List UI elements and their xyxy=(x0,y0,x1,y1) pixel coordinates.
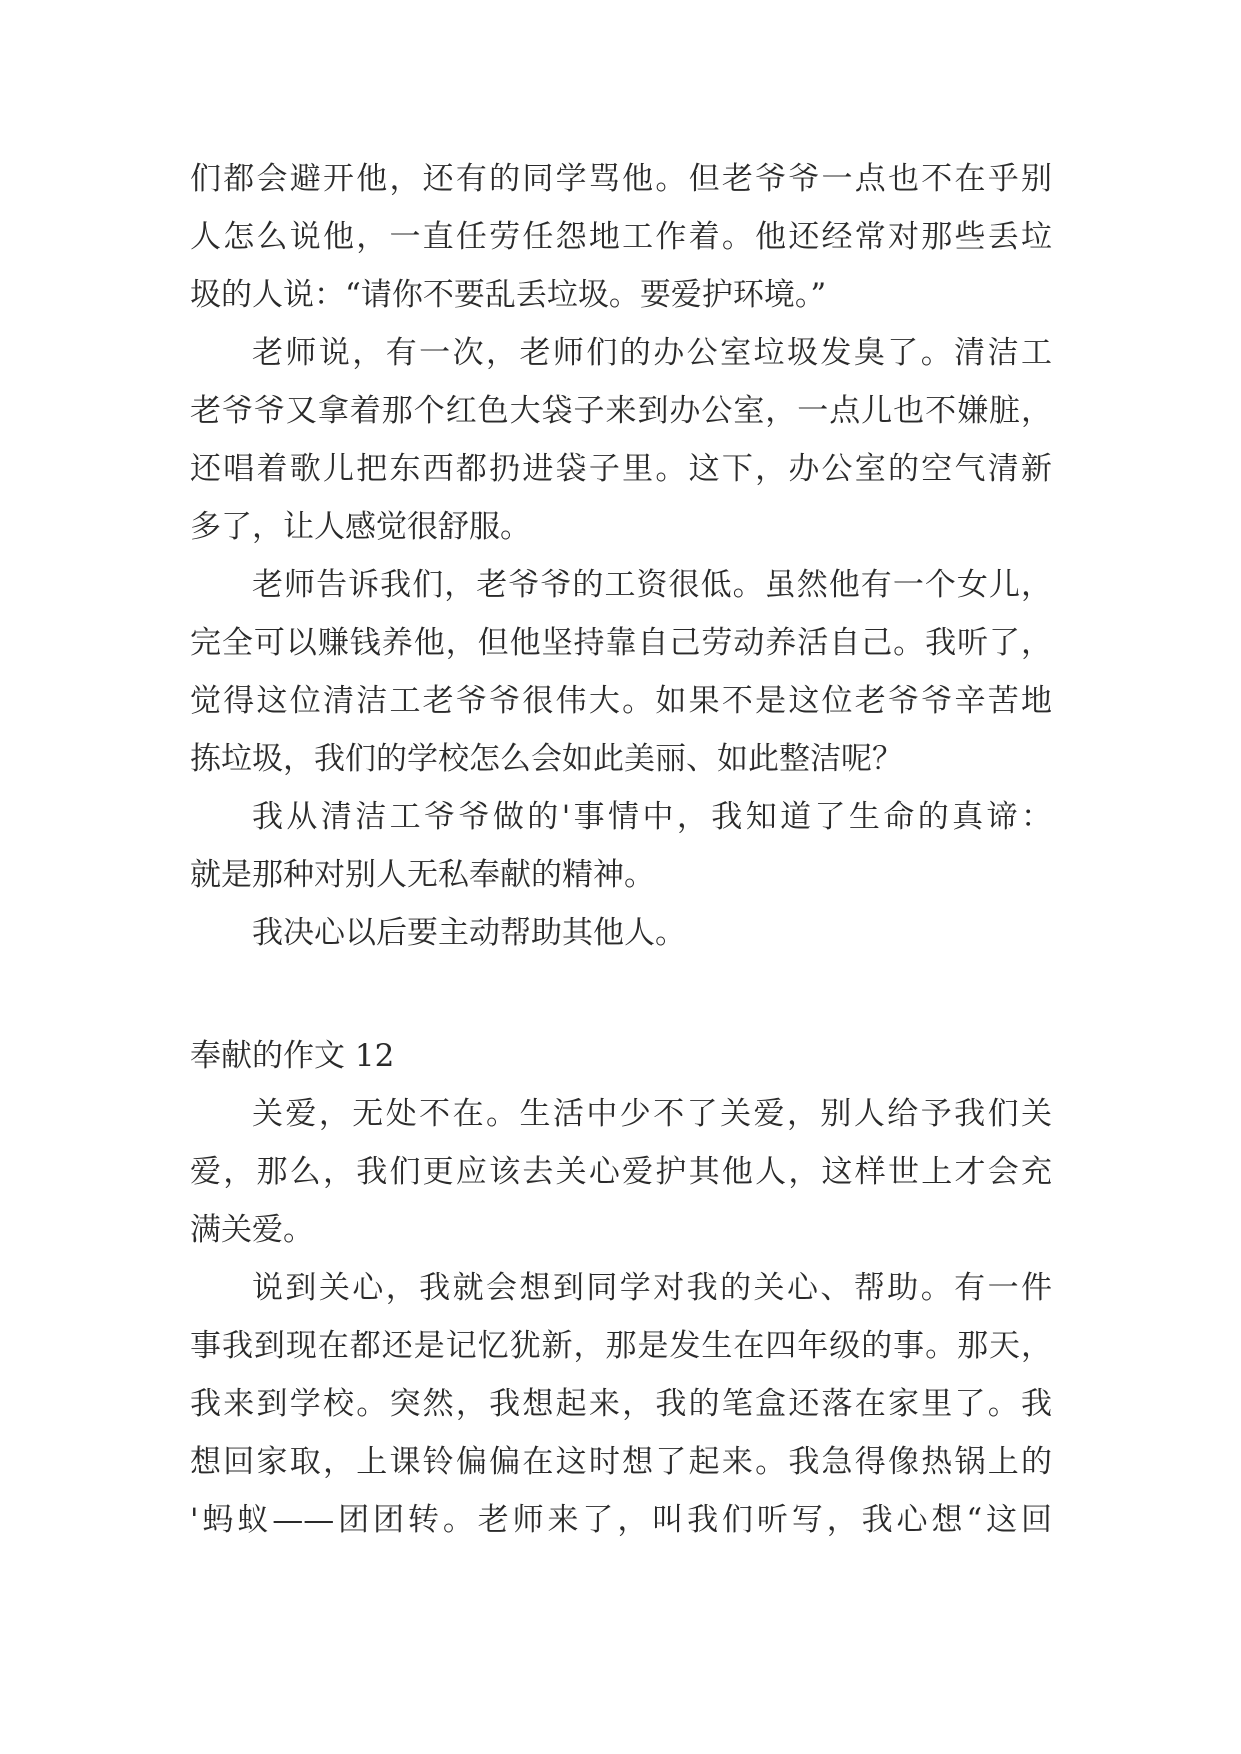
paragraph-line: 事我到现在都还是记忆犹新，那是发生在四年级的事。那天， xyxy=(190,1328,1052,1364)
paragraph-line: 关爱，无处不在。生活中少不了关爱，别人给予我们关 xyxy=(252,1096,1052,1132)
paragraph-line: 还唱着歌儿把东西都扔进袋子里。这下，办公室的空气清新 xyxy=(190,451,1052,487)
paragraph-line: 拣垃圾，我们的学校怎么会如此美丽、如此整洁呢？ xyxy=(190,741,903,777)
paragraph-line: 老爷爷又拿着那个红色大袋子来到办公室，一点儿也不嫌脏， xyxy=(190,393,1052,429)
essay-section-2 xyxy=(190,1085,1052,1549)
paragraph-line: 就是那种对别人无私奉献的精神。 xyxy=(190,857,655,893)
paragraph-line: 老师告诉我们，老爷爷的工资很低。虽然他有一个女儿， xyxy=(252,567,1052,603)
paragraph-line: 爱，那么，我们更应该去关心爱护其他人，这样世上才会充 xyxy=(190,1154,1052,1190)
paragraph-line: 多了，让人感觉很舒服。 xyxy=(190,509,531,545)
paragraph-line: 圾的人说：“请你不要乱丢垃圾。要爱护环境。” xyxy=(190,277,827,313)
paragraph-line: 完全可以赚钱养他，但他坚持靠自己劳动养活自己。我听了， xyxy=(190,625,1052,661)
paragraph-line: 觉得这位清洁工老爷爷很伟大。如果不是这位老爷爷辛苦地 xyxy=(190,683,1052,719)
essay-section-1 xyxy=(190,150,1052,962)
paragraph-line: 说到关心，我就会想到同学对我的关心、帮助。有一件 xyxy=(252,1270,1052,1306)
paragraph-line: '蚂蚁——团团转。老师来了，叫我们听写，我心想“这回 xyxy=(190,1502,1052,1538)
paragraph-line: 满关爱。 xyxy=(190,1212,314,1248)
paragraph-line: 想回家取，上课铃偏偏在这时想了起来。我急得像热锅上的 xyxy=(190,1444,1052,1480)
paragraph-line: 老师说，有一次，老师们的办公室垃圾发臭了。清洁工 xyxy=(252,335,1052,371)
paragraph-line: 人怎么说他，一直任劳任怨地工作着。他还经常对那些丢垃 xyxy=(190,219,1052,255)
paragraph-line: 们都会避开他，还有的同学骂他。但老爷爷一点也不在乎别 xyxy=(190,161,1052,197)
paragraph-line: 我从清洁工爷爷做的'事情中，我知道了生命的真谛： xyxy=(252,799,1052,835)
paragraph-line: 我来到学校。突然，我想起来，我的笔盒还落在家里了。我 xyxy=(190,1386,1052,1422)
paragraph-line: 我决心以后要主动帮助其他人。 xyxy=(252,915,686,951)
essay-heading: 奉献的作文 12 xyxy=(190,1038,395,1074)
